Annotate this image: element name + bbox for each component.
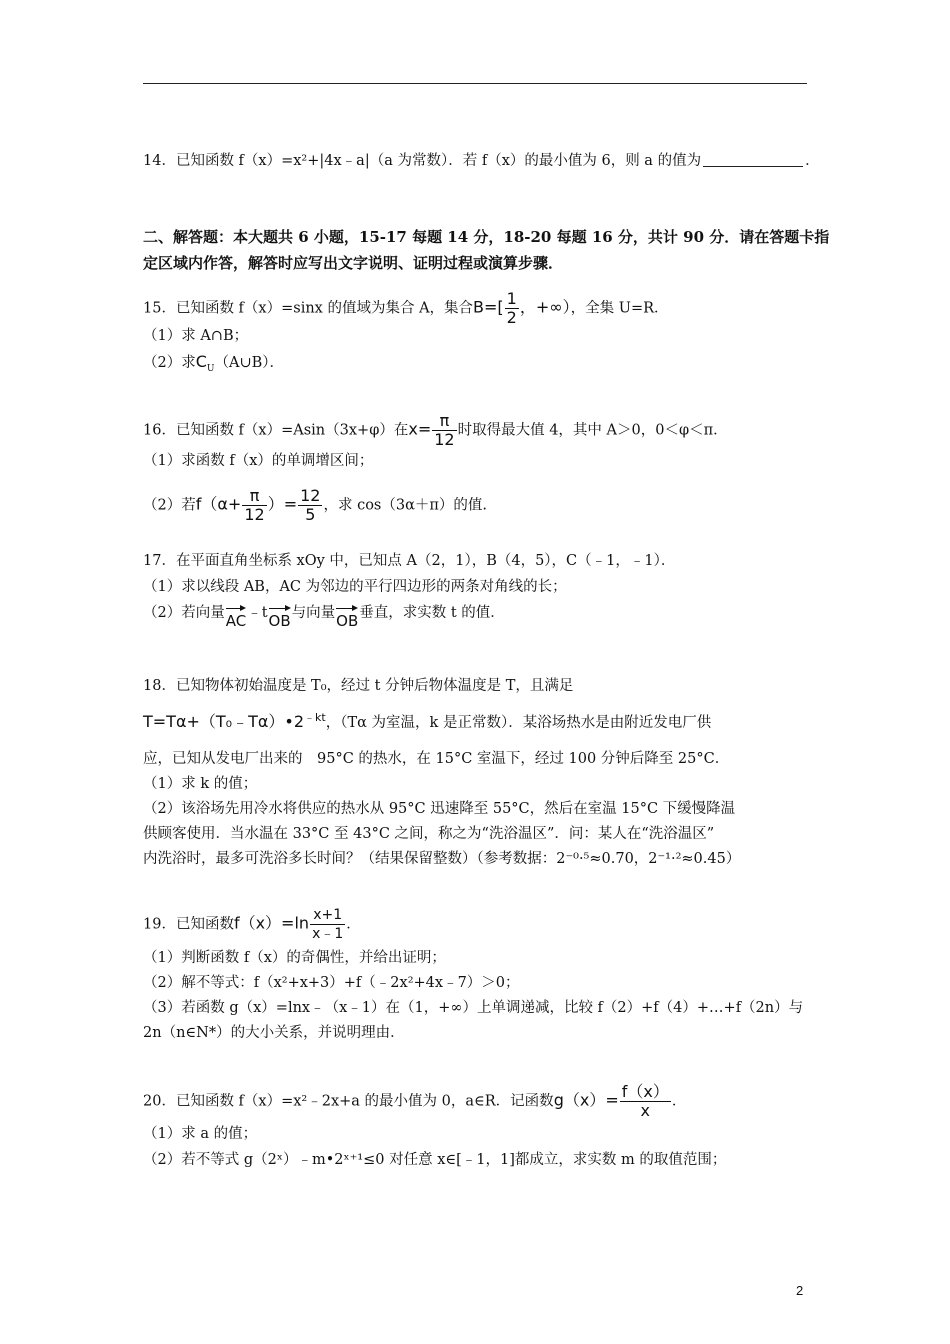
q18-formula: T=Tα+（T₀﹣Tα）•2 <box>143 711 305 731</box>
q19-func: f（x）=ln <box>233 913 310 933</box>
q20-func: g（x）= <box>553 1090 619 1110</box>
question-18: 18．已知物体初始温度是 T₀，经过 t 分钟后物体温度是 T，且满足 <box>143 678 574 694</box>
q15-set-b-suffix: ，+∞） <box>519 297 571 317</box>
q15-stem: 15．已知函数 f（x）=sinx 的值域为集合 A，集合 <box>143 300 474 317</box>
q19-frac-den: x﹣1 <box>312 926 344 942</box>
question-19 <box>143 906 361 943</box>
q19-part-3-b: 2n（n∈N*）的大小关系，并说明理由． <box>143 1025 405 1041</box>
q15-stem-end: ，全集 U=R． <box>570 300 669 317</box>
q16-p2-func: f（α+ <box>195 494 242 514</box>
q17-p2-end: 垂直，求实数 t 的值． <box>359 605 505 621</box>
question-20 <box>143 1083 686 1120</box>
q19-frac-num: x+1 <box>310 906 345 925</box>
question-16 <box>143 412 728 449</box>
q20-part-1: （1）求 a 的值； <box>143 1126 258 1142</box>
page-number: 2 <box>796 1283 804 1298</box>
q18-formula-exponent: ﹣kt <box>304 711 326 724</box>
q16-fraction <box>432 412 456 449</box>
section-heading-line-2: 定区域内作答，解答时应写出文字说明、证明过程或演算步骤． <box>143 254 564 272</box>
answer-blank <box>703 152 803 167</box>
q19-fraction <box>310 906 345 943</box>
q16-p2-num-1: π <box>242 487 266 506</box>
q16-stem-end: 时取得最大值 4，其中 A＞0，0＜φ＜π． <box>457 422 728 439</box>
q18-part-2-a: （2）该浴场先用冷水将供应的热水从 95°C 迅速降至 55°C，然后在室温 15°C 下缓慢降温 <box>143 801 736 817</box>
q16-p2-label: （2）若 <box>143 497 196 514</box>
q20-part-2: （2）若不等式 g（2ˣ）﹣m•2ˣ⁺¹≤0 对任意 x∈[﹣1，1]都成立，求实数 m 的取值范围； <box>143 1152 727 1168</box>
q16-frac-den: 12 <box>434 430 455 449</box>
q16-p2-fraction-1 <box>242 487 266 524</box>
header-rule <box>143 83 807 84</box>
q15-set-b-prefix: B=[ <box>473 297 504 317</box>
vector-ob-2-label: OB <box>336 612 359 630</box>
q18-part-1: （1）求 k 的值； <box>143 776 258 792</box>
vector-ob <box>269 605 291 631</box>
q18-formula-line <box>143 708 711 733</box>
question-17: 17．在平面直角坐标系 xOy 中，已知点 A（2，1），B（4，5），C（﹣1，﹣1）． <box>143 553 676 569</box>
q15-p2-text: （A∪B）． <box>214 355 285 371</box>
q18-part-2-b: 供顾客使用．当水温在 33°C 至 43°C 之间，称之为“洗浴温区”．问：某人在“洗浴温区” <box>143 826 715 842</box>
vector-arrow-icon <box>336 605 358 611</box>
q16-p2-num-2: 12 <box>300 486 321 505</box>
q16-p2-den-1: 12 <box>244 505 265 524</box>
q17-minus-t: ﹣t <box>247 605 268 621</box>
question-15 <box>143 290 669 327</box>
q18-part-2-c: 内洗浴时，最多可洗浴多长时间？（结果保留整数）（参考数据：2⁻⁰·⁵≈0.70，2⁻¹·²≈0.45） <box>143 851 741 867</box>
q16-part-2 <box>143 487 487 524</box>
vector-arrow-icon <box>226 605 246 611</box>
q20-fraction <box>620 1083 671 1120</box>
q19-end: ． <box>346 916 361 933</box>
vector-ob-label: OB <box>268 612 291 630</box>
q16-p2-text: ，求 cos（3α＋π）的值. <box>323 497 488 514</box>
q16-part-1: （1）求函数 f（x）的单调增区间； <box>143 453 374 469</box>
q16-x-eq: x= <box>408 419 432 439</box>
q14-text: 14．已知函数 f（x）=x²+|4x﹣a|（a 为常数）．若 f（x）的最小值为 6，则 a 的值为 <box>143 153 702 169</box>
q19-stem: 19．已知函数 <box>143 916 234 933</box>
section-heading-line-1: 二、解答题：本大题共 6 小题，15-17 每题 14 分，18-20 每题 16 分，共计 90 分．请在答题卡指 <box>143 228 830 246</box>
vector-ac <box>226 605 246 631</box>
q15-frac-num: 1 <box>506 289 517 308</box>
q14-end: ． <box>805 153 820 169</box>
q20-stem: 20．已知函数 f（x）=x²﹣2x+a 的最小值为 0，a∈R．记函数 <box>143 1093 554 1110</box>
q19-part-1: （1）判断函数 f（x）的奇偶性，并给出证明； <box>143 950 446 966</box>
vector-arrow-icon <box>269 605 291 611</box>
q15-p2-label: （2）求 <box>143 355 196 371</box>
vector-ac-label: AC <box>225 612 247 630</box>
q16-p2-fraction-2 <box>298 487 322 524</box>
q16-p2-den-2: 5 <box>305 505 316 524</box>
complement-symbol: C <box>195 352 207 371</box>
vector-ob-2 <box>336 605 358 631</box>
q15-fraction <box>505 290 519 327</box>
q15-part-2 <box>143 352 284 379</box>
q16-stem: 16．已知函数 f（x）=Asin（3x+φ）在 <box>143 422 409 439</box>
complement-subscript: U <box>206 363 215 374</box>
question-14 <box>143 151 820 171</box>
q20-frac-num: f（x） <box>621 1082 669 1101</box>
q17-p2-label: （2）若向量 <box>143 605 225 621</box>
q15-frac-den: 2 <box>506 308 517 327</box>
q18-line-3: 应，已知从发电厂出来的 95°C 的热水，在 15°C 室温下，经过 100 分钟后降至 25°C． <box>143 751 730 767</box>
q19-part-3-a: （3）若函数 g（x）=lnx﹣（x﹣1）在（1，+∞）上单调递减，比较 f（2）+f（4）+…+f（2n）与 <box>143 1000 804 1016</box>
q16-frac-num: π <box>432 412 456 431</box>
q16-p2-eq: ）= <box>267 494 298 514</box>
q17-part-2 <box>143 603 505 631</box>
q15-part-1: （1）求 A∩B； <box>143 328 249 344</box>
q17-p2-mid: 与向量 <box>291 605 336 621</box>
q17-part-1: （1）求以线段 AB，AC 为邻边的平行四边形的两条对角线的长； <box>143 579 567 595</box>
q20-end: ． <box>671 1093 687 1110</box>
q18-text-2: ，（Tα 为室温，k 是正常数）．某浴场热水是由附近发电厂供 <box>325 714 712 731</box>
q20-frac-den: x <box>640 1101 651 1120</box>
q19-part-2: （2）解不等式：f（x²+x+3）+f（﹣2x²+4x﹣7）＞0； <box>143 975 520 991</box>
